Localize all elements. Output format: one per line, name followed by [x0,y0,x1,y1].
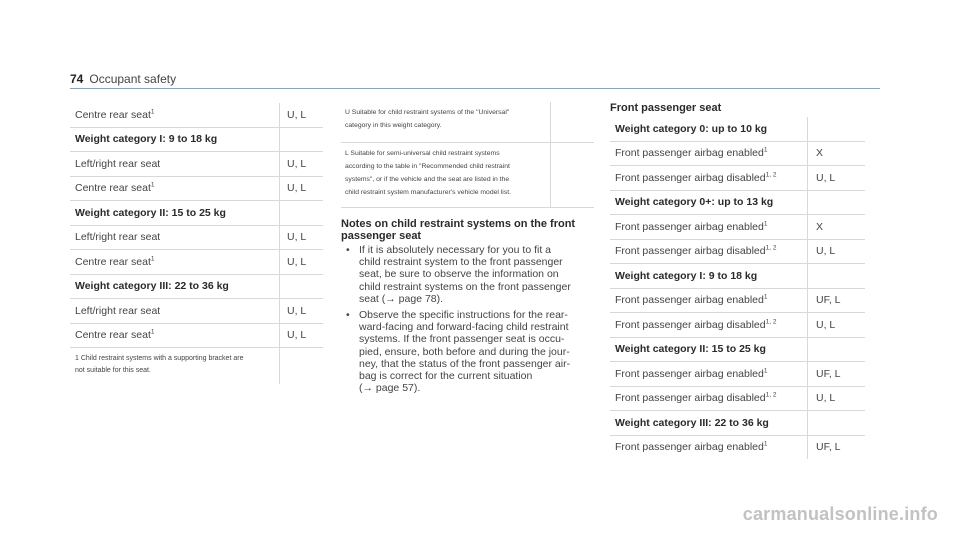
table-footnote [70,348,323,384]
table-row [70,250,323,275]
footnote-ref: 1 [763,440,768,448]
footnote-ref: 1 [763,146,768,154]
category-heading: Weight category III: 22 to 36 kg [615,416,769,429]
footnote-line: 1 Child restraint systems with a supporting bracket are [75,355,244,362]
legend-line: according to the table in "Recommended child restraint [345,163,510,170]
row-label: Centre rear seat [75,329,151,342]
notes-heading: Notes on child restraint systems on the front passenger seat [341,218,576,242]
footnote-ref: 1 [150,108,155,116]
table-row [610,191,865,216]
table-row [610,166,865,191]
row-label: Centre rear seat [75,255,151,268]
table-row [610,142,865,167]
row-value: U, L [287,182,307,195]
row-value: U, L [816,171,836,184]
category-heading: Weight category 0: up to 10 kg [615,122,768,135]
row-value: U, L [816,245,836,258]
list-item: • Observe the specific instructions for the rear- ward-facing and forward-facing child restraint systems. If the front passenger seat is occu- pied, ensure, both before and during the jour- ney, that the status of the front passenger air- bag is correct for the current situation (→ page 57). [346,309,571,395]
legend-l [341,143,594,207]
footnote-ref: 1, 2 [765,244,777,252]
category-heading: Weight category III: 22 to 36 kg [75,280,229,293]
row-label: Front passenger airbag enabled [615,441,764,454]
row-value: U, L [287,231,307,244]
table-row [610,436,865,460]
notes-list [341,244,596,394]
table-row [70,103,323,128]
row-label: Front passenger airbag enabled [615,220,764,233]
row-label: Front passenger airbag enabled [615,367,764,380]
table-row [70,128,323,153]
footnote-line: not suitable for this seat. [75,367,151,374]
notes-section [341,218,596,398]
legend-line: L Suitable for semi-universal child restraint systems [345,150,500,157]
footnote-ref: 1, 2 [765,318,777,326]
header-rule [70,88,880,89]
row-label: Centre rear seat [75,182,151,195]
row-label: Front passenger airbag enabled [615,147,764,160]
bullet-icon: • [346,244,350,256]
table-row [70,275,323,300]
table-row [610,215,865,240]
table-row [610,387,865,412]
footnote-ref: 1, 2 [765,171,777,179]
footnote-ref: 1 [150,255,155,263]
table-row [610,117,865,142]
table-row [70,177,323,202]
row-value: U, L [287,108,307,121]
row-label: Front passenger airbag disabled [615,392,766,405]
row-value: U, L [287,304,307,317]
front-seat-table [610,117,865,459]
table-row [70,201,323,226]
watermark: carmanualsonline.info [742,504,938,524]
row-label: Front passenger airbag disabled [615,245,766,258]
category-heading: Weight category I: 9 to 18 kg [75,133,218,146]
bullet-icon: • [346,309,350,322]
table-row [70,226,323,251]
footnote-ref: 1, 2 [765,391,777,399]
row-value: X [816,147,824,160]
footnote-ref: 1 [763,367,768,375]
row-value: U, L [287,157,307,170]
row-label: Front passenger airbag disabled [615,171,766,184]
table-row [610,313,865,338]
table-row [70,299,323,324]
table-row [610,240,865,265]
row-value: U, L [287,255,307,268]
row-value: UF, L [816,441,841,454]
legend-line: category in this weight category. [345,122,442,129]
row-value: UF, L [816,294,841,307]
row-label: Centre rear seat [75,108,151,121]
front-seat-title: Front passenger seat [610,102,722,114]
list-item: • If it is absolutely necessary for you to fit a child restraint system to the front passenger seat, be sure to observe the information on child restraint systems on the front passenger seat (→ page 78). [346,244,571,305]
footnote-ref: 1 [150,181,155,189]
legend-table [341,102,594,208]
table-row [610,411,865,436]
row-value: X [816,220,824,233]
row-value: U, L [816,392,836,405]
legend-line: U Suitable for child restraint systems of the "Universal" [345,109,510,116]
category-heading: Weight category II: 15 to 25 kg [75,206,226,219]
table-row [610,264,865,289]
category-heading: Weight category I: 9 to 18 kg [615,269,758,282]
row-label: Left/right rear seat [75,157,161,170]
category-heading: Weight category 0+: up to 13 kg [615,196,774,209]
table-row [610,338,865,363]
table-row [70,152,323,177]
table-row [610,362,865,387]
table-row [610,289,865,314]
footnote-ref: 1 [763,220,768,228]
row-label: Front passenger airbag enabled [615,294,764,307]
legend-line: child restraint system manufacturer's vehicle model list. [345,189,511,196]
page-number: 74 [70,72,84,86]
row-label: Left/right rear seat [75,231,161,244]
legend-u [341,102,594,143]
footnote-ref: 1 [150,328,155,336]
legend-line: systems", or if the vehicle and the seat are listed in the [345,176,510,183]
row-label: Front passenger airbag disabled [615,318,766,331]
rear-seat-table [70,103,323,384]
row-value: UF, L [816,367,841,380]
row-label: Left/right rear seat [75,304,161,317]
category-heading: Weight category II: 15 to 25 kg [615,343,766,356]
page-header [70,72,176,86]
row-value: U, L [287,329,307,342]
table-row [70,324,323,349]
row-value: U, L [816,318,836,331]
section-title: Occupant safety [89,72,177,86]
footnote-ref: 1 [763,293,768,301]
